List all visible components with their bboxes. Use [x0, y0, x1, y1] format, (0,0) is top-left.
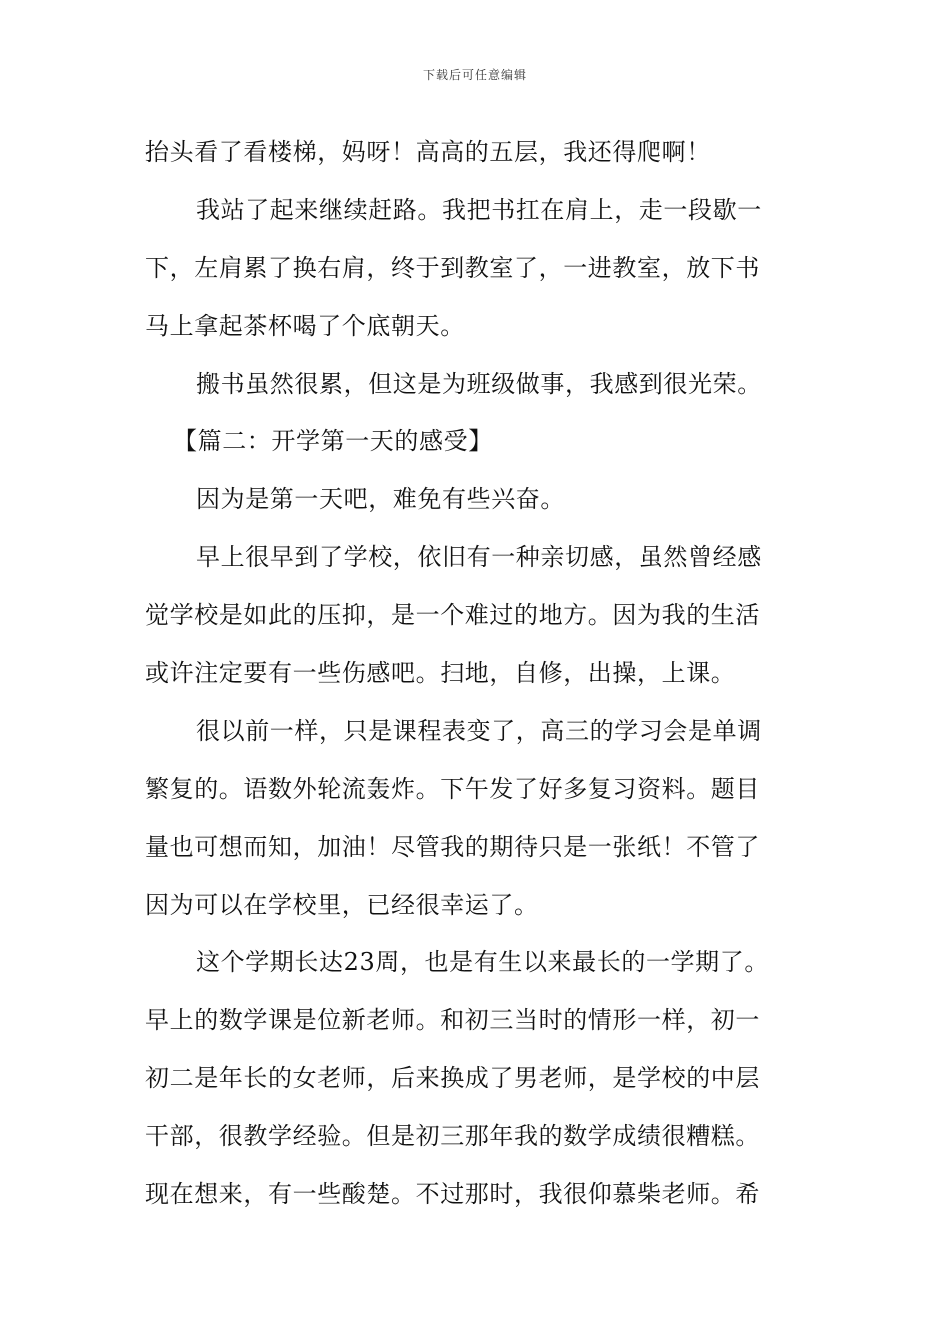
paragraph-start-line: 因为是第一天吧，难免有些兴奋。 — [196, 485, 565, 514]
paragraph-start-line: 早上很早到了学校，依旧有一种亲切感，虽然曾经感 — [196, 543, 762, 572]
page-header-note: 下载后可任意编辑 — [422, 68, 527, 82]
section-heading: 【篇二：开学第一天的感受】 — [173, 427, 493, 456]
document-body — [145, 124, 810, 1224]
text-line: 初二是年长的女老师，后来换成了男老师，是学校的中层 — [145, 1064, 760, 1093]
text-line: 或许注定要有一些伤感吧。扫地，自修，出操，上课。 — [145, 659, 736, 688]
text-line: 下，左肩累了换右肩，终于到教室了，一进教室，放下书 — [145, 253, 760, 282]
paragraph-start-line: 搬书虽然很累，但这是为班级做事，我感到很光荣。 — [196, 369, 762, 398]
text-line: 干部，很教学经验。但是初三那年我的数学成绩很糟糕。 — [145, 1122, 760, 1151]
paragraph-start-line: 我站了起来继续赶路。我把书扛在肩上，走一段歇一 — [196, 195, 762, 224]
paragraph-start-line: 这个学期长达23周，也是有生以来最长的一学期了。 — [196, 948, 769, 977]
text-line: 因为可以在学校里，已经很幸运了。 — [145, 890, 539, 919]
text-line: 繁复的。语数外轮流轰炸。下午发了好多复习资料。题目 — [145, 774, 760, 803]
paragraph-start-line: 很以前一样，只是课程表变了，高三的学习会是单调 — [196, 716, 762, 745]
text-line: 抬头看了看楼梯，妈呀！高高的五层，我还得爬啊！ — [145, 138, 711, 166]
text-line: 觉学校是如此的压抑，是一个难过的地方。因为我的生活 — [145, 601, 760, 630]
text-line: 早上的数学课是位新老师。和初三当时的情形一样，初一 — [145, 1006, 760, 1035]
text-line: 现在想来，有一些酸楚。不过那时，我很仰慕柴老师。希 — [145, 1180, 760, 1209]
text-line: 量也可想而知，加油！尽管我的期待只是一张纸！不管了 — [145, 832, 760, 861]
text-line: 马上拿起茶杯喝了个底朝天。 — [145, 311, 465, 340]
